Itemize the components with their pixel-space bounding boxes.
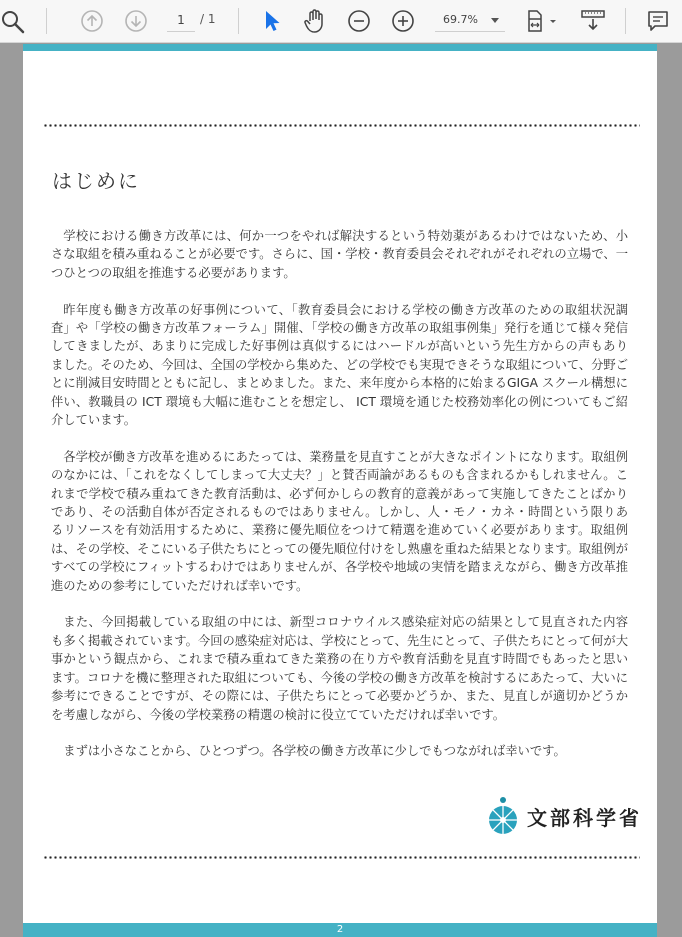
paragraph-2: 昨年度も働き方改革の好事例について、「教育委員会における学校の働き方改革のための取組状況調査」や「学校の働き方改革フォーラム」開催、「学校の働き方改革の取組事例集」発行を通じて様々発信してきましたが、あまりに完成した好事例は真似するにはハードルが高いという先生方からの声もありました。そのため、今回は、全国の学校から集めた、どの学校でも実現できそうな取組について、分野ごとに削減目安時間とともに記し、まとめました。また、来年度から本格的に始まるGIGA スクール構想に伴い、教職員の ICT 環境も大幅に進むことを想定し、 ICT 環境を通じた校務効率化の例についてもご紹介しています。 xyxy=(51,302,628,428)
ministry-name: 文部科学省 xyxy=(527,805,642,830)
pdf-page xyxy=(23,44,657,937)
hand-tool-icon[interactable] xyxy=(302,6,328,36)
toolbar-divider xyxy=(625,8,626,34)
page-total-label: / 1 xyxy=(200,12,216,26)
page-number: 2 xyxy=(336,924,344,935)
page-top-band xyxy=(23,44,657,51)
page-down-icon[interactable] xyxy=(123,6,149,36)
search-icon[interactable] xyxy=(0,6,26,36)
zoom-value: 69.7% xyxy=(443,13,478,26)
body-text xyxy=(51,227,628,779)
pdf-toolbar xyxy=(0,0,682,43)
ministry-emblem-icon xyxy=(487,796,519,836)
paragraph-4: また、今回掲載している取組の中には、新型コロナウイルス感染症対応の結果として見直された内容も多く掲載されています。今回の感染症対応は、学校にとって、先生にとって、子供たちにとって何が大事かという観点から、これまで積み重ねてきた業務の在り方や教育活動を見直す時間でもあったと思います。コロナを機に整理された取組についても、今後の学校の働き方改革を検討するにあたって、大いに参考にできることですが、その際には、子供たちにとって必要かどうか、また、見直しが適切かどうかを考慮しながら、今後の学校業務の精選の検討に役立てていただければ幸いです。 xyxy=(51,615,628,722)
dotted-divider-bottom xyxy=(43,856,640,859)
page-number-input[interactable] xyxy=(167,8,195,32)
fit-page-icon[interactable] xyxy=(523,6,559,36)
paragraph-5: まずは小さなことから、ひとつずつ。各学校の働き方改革に少しでもつながれば幸いです。 xyxy=(63,744,566,759)
page-up-icon[interactable] xyxy=(79,6,105,36)
dotted-divider-top xyxy=(43,124,640,127)
download-icon[interactable] xyxy=(578,6,608,36)
ministry-logo xyxy=(487,796,642,836)
paragraph-1: 学校における働き方改革には、何か一つをやれば解決するという特効薬があるわけではないため、小さな取組を積み重ねることが必要です。さらに、国・学校・教育委員会それぞれがそれぞれの立場で、一つひとつの取組を推進する必要があります。 xyxy=(51,229,628,280)
chevron-down-icon xyxy=(491,18,499,23)
select-cursor-icon[interactable] xyxy=(259,6,283,36)
zoom-dropdown[interactable] xyxy=(435,8,505,32)
toolbar-divider xyxy=(238,8,239,34)
page-heading: はじめに xyxy=(52,169,140,193)
zoom-in-icon[interactable] xyxy=(390,6,416,36)
comment-icon[interactable] xyxy=(645,6,671,36)
zoom-out-icon[interactable] xyxy=(346,6,372,36)
paragraph-3: 各学校が働き方改革を進めるにあたっては、業務量を見直すことが大きなポイントになります。取組例のなかには、「これをなくしてしまって大丈夫？」と賛否両論があるものも含まれるかもしれません。これまで学校で積み重ねてきた教育活動は、必ず何かしらの教育的意義があって実施してきたことばかりであり、その活動自体が否定されるものではありません。しかし、人・モノ・カネ・時間という限りあるリソースを有効活用するために、業務に優先順位をつけて精選を進めていく必要があります。取組例は、その学校、そこにいる子供たちにとっての優先順位付けをし熟慮を重ねた結果となります。取組例がすべての学校にフィットするわけではありませんが、各学校や地域の実情を踏まえながら、働き方改革推進のための参考にしていただければ幸いです。 xyxy=(51,449,628,593)
toolbar-divider xyxy=(46,8,47,34)
